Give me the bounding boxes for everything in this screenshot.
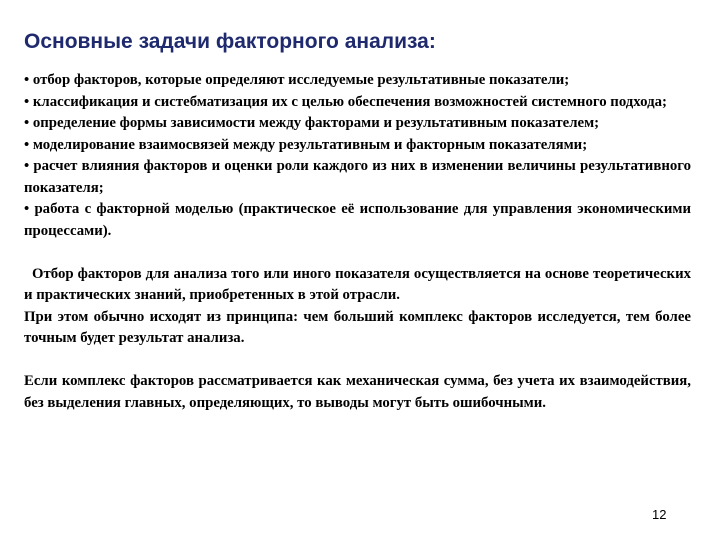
page-number: 12 — [652, 507, 667, 522]
task-item: • расчет влияния факторов и оценки роли каждого из них в изменении величины результативного показателя; — [24, 158, 691, 196]
task-item: • отбор факторов, которые определяют исследуемые результативные показатели; — [24, 72, 570, 88]
paragraph-factor-selection: Отбор факторов для анализа того или иного показателя осуществляется на основе теоретических и практических знаний, приобретенных в этой отрасли. — [24, 265, 691, 303]
paragraph-conclusion: Если комплекс факторов рассматривается как механическая сумма, без учета их взаимодействия, без выделения главных, определяющих, то выводы могут быть ошибочными. — [24, 373, 691, 411]
task-item: • работа с факторной моделью (практическое её использование для управления экономическими процессами). — [24, 201, 691, 239]
blank-line — [24, 242, 691, 264]
paragraph-principle: При этом обычно исходят из принципа: чем больший комплекс факторов исследуется, тем более точным будет результат анализа. — [24, 308, 691, 346]
slide-body — [24, 70, 691, 414]
task-item: • моделирование взаимосвязей между результативным и факторным показателями; — [24, 136, 588, 153]
tasks-list — [24, 70, 691, 242]
slide-title: Основные задачи факторного анализа: — [24, 30, 436, 53]
blank-line — [24, 350, 691, 372]
task-item: • классификация и систебматизация их с целью обеспечения возможностей системного подхода; — [24, 93, 667, 110]
task-item: • определение формы зависимости между факторами и результативным показателем; — [24, 115, 600, 131]
